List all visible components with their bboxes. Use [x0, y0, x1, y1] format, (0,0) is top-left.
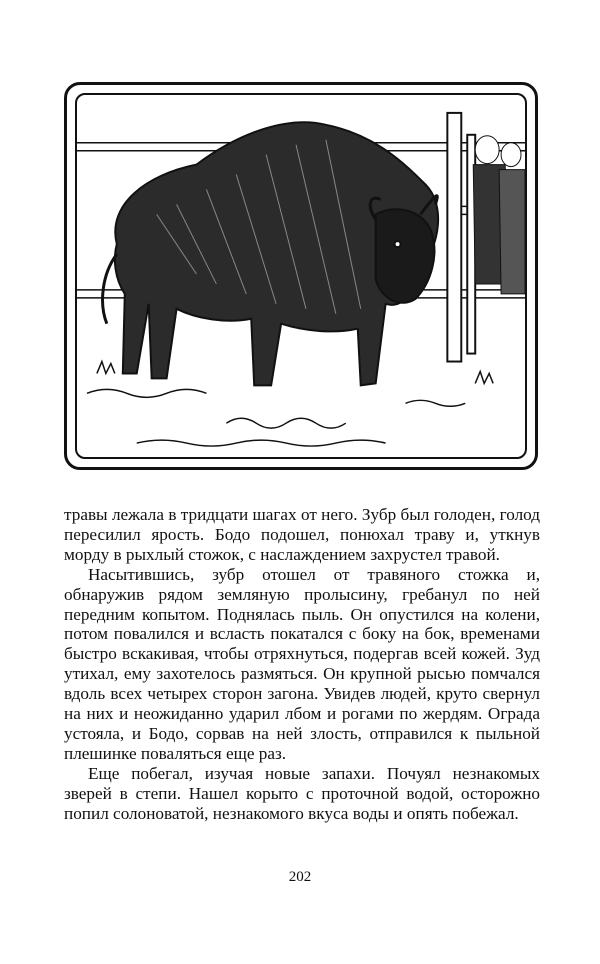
paragraph-2: Насытившись, зубр отошел от травяного стожка и, обнаружив рядом земляную пролысину, гребанул по ней передним копытом. Поднялась пыль. Он опустился на колени, потом повалился и всласть покатался с боку на бок, временами быстро вскакивая, чтобы отряхнуться, подергав всей кожей. Зуд утихал, ему захотелось размяться. Он крупной рысью помчался вдоль всех четырех сторон загона. Увидев людей, круто свернул на них и неожиданно ударил лбом и рогами по жердям. Ограда устояла, и Бодо, сорвав на ней злость, отправился к пыльной плешинке поваляться еще раз.	[64, 564, 540, 763]
bison-illustration	[75, 93, 527, 459]
onlookers	[473, 136, 525, 294]
body-text	[64, 505, 540, 824]
paragraph-3: Еще побегал, изучая новые запахи. Почуял незнакомых зверей в степи. Нашел корыто с проточной водой, осторожно попил солоноватой, незнакомого вкуса воды и опять побежал.	[64, 763, 540, 823]
page-number: 202	[288, 869, 312, 885]
bison-drawing	[77, 95, 525, 457]
bison	[103, 122, 439, 385]
illustration-frame	[64, 82, 538, 470]
fence-post	[447, 113, 475, 362]
paragraph-1: травы лежала в тридцати шагах от него. Зубр был голоден, голод пересилил ярость. Бодо подошел, понюхал траву и, уткнув морду в рыхлый стожок, с наслаждением захрустел травой.	[64, 505, 540, 564]
ground-grass	[87, 362, 493, 447]
